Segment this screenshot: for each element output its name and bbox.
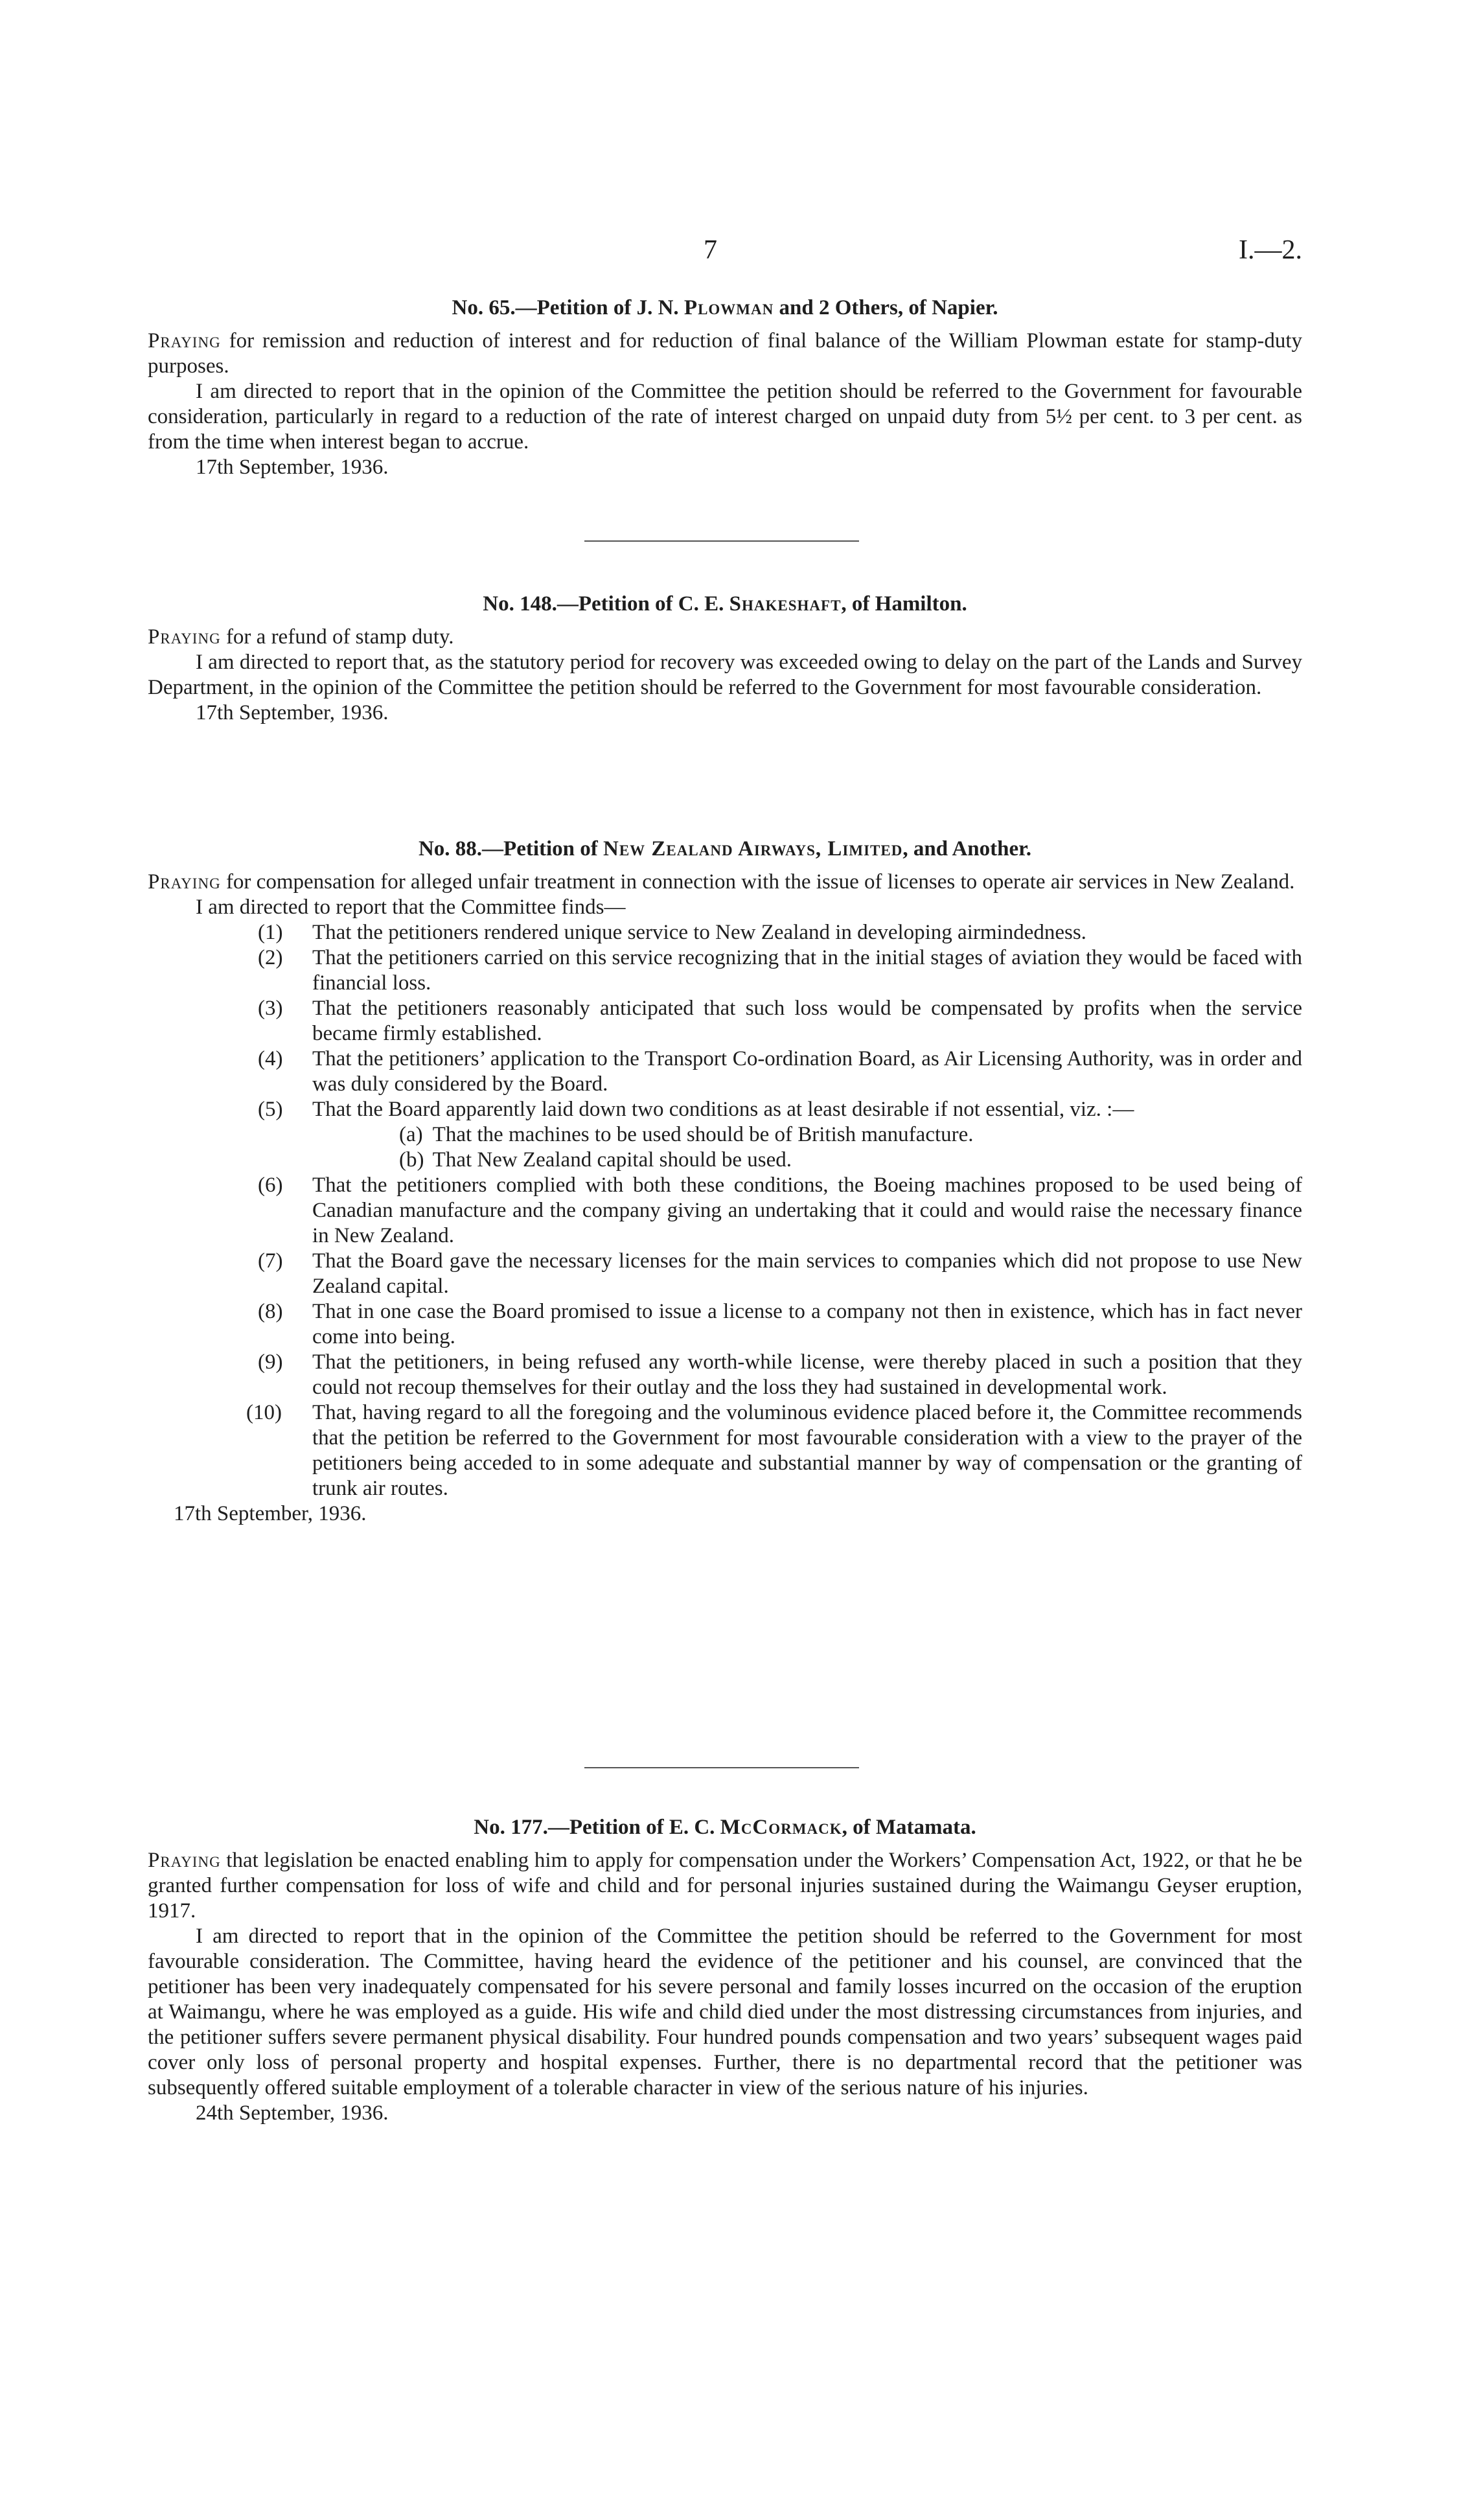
- petition-heading: [148, 1814, 1302, 1840]
- report-paragraph: I am directed to report that in the opinion of the Committee the petition should be referred to the Government for most favourable consideration. The Committee, having heard the evidence of the petitioner and his counsel, are convinced that the petitioner has been very inadequately compensated for his severe personal and family losses incurred on the occasion of the eruption at Waimangu, where he was employed as a guide. His wife and child died under the most distressing circumstances from injuries, and the petitioner suffers severe permanent physical disability. Four hundred pounds compensation and two years’ subsequent wages paid cover only loss of personal property and hospital expenses. Further, there is no departmental record that the petitioner was subsequently offered suitable employment of a tolerable character in view of the serious nature of his injuries.: [148, 1925, 1302, 2099]
- finding-item: [148, 920, 1302, 945]
- report-date: 24th September, 1936.: [196, 2101, 389, 2125]
- finding-item: [148, 1350, 1302, 1400]
- finding-number: (9): [258, 1350, 283, 1374]
- section-divider: [584, 540, 859, 542]
- finding-text: That the petitioners’ application to the Transport Co-ordination Board, as Air Licensing Authority, was in order and was duly considered by the Board.: [312, 1047, 1302, 1096]
- condition-text: That the machines to be used should be of British manufacture.: [432, 1123, 974, 1146]
- paper-code: I.—2.: [1239, 235, 1302, 265]
- report-paragraph: I am directed to report that in the opinion of the Committee the petition should be referred to the Government for favourable consideration, particularly in regard to a reduction of the rate of interest charged on unpaid duty from 5½ per cent. to 3 per cent. as from the time when interest began to accrue.: [148, 380, 1302, 454]
- petition-heading: [148, 295, 1302, 321]
- petitioner-name: Plowman: [683, 296, 774, 319]
- page-number: 7: [704, 235, 717, 265]
- findings-list: [148, 920, 1302, 1122]
- findings-list-continued: [148, 1173, 1302, 1501]
- praying-paragraph: [148, 329, 1302, 379]
- petitioner-name: McCormack: [720, 1816, 842, 1839]
- praying-paragraph: [148, 1848, 1302, 1924]
- finding-text: That the Board apparently laid down two conditions as at least desirable if not essential, viz. :—: [312, 1098, 1134, 1121]
- finding-item: [148, 1046, 1302, 1097]
- petition-148: [148, 591, 1302, 726]
- section-divider: [584, 1767, 859, 1768]
- praying-text: that legislation be enacted enabling him to apply for compensation under the Workers’ Compensation Act, 1922, or that he be granted further compensation for loss of wife and child and for personal injuries sustained during the Waimangu Geyser eruption, 1917.: [148, 1849, 1302, 1923]
- report-date: 17th September, 1936.: [174, 1502, 367, 1525]
- heading-prefix: No. 177.—Petition of E. C.: [474, 1816, 715, 1839]
- condition-item: [148, 1148, 1302, 1173]
- praying-text: for a refund of stamp duty.: [225, 625, 454, 649]
- praying-text: for remission and reduction of interest and for reduction of final balance of the William Plowman estate for stamp-duty purposes.: [148, 329, 1303, 378]
- finding-number: (2): [258, 946, 283, 969]
- report-date: 17th September, 1936.: [196, 701, 389, 724]
- praying-word: Praying: [148, 625, 221, 649]
- petition-177: [148, 1814, 1302, 2126]
- finding-item: [148, 1400, 1302, 1501]
- report-paragraph: I am directed to report that the Committee finds—: [196, 896, 626, 919]
- condition-text: That New Zealand capital should be used.: [432, 1148, 792, 1172]
- finding-item: [148, 945, 1302, 996]
- finding-text: That the petitioners complied with both these conditions, the Boeing machines proposed to be used being of Canadian manufacture and the company giving an undertaking that it could and would raise the necessary finance in New Zealand.: [312, 1173, 1302, 1247]
- finding-text: That the petitioners, in being refused any worth-while license, were thereby placed in such a position that they could not recoup themselves for their outlay and the loss they had sustained in developmental work.: [312, 1350, 1302, 1399]
- praying-word: Praying: [148, 1849, 221, 1872]
- praying-text: for compensation for alleged unfair treatment in connection with the issue of licenses to operate air services in New Zealand.: [225, 870, 1295, 894]
- finding-text: That, having regard to all the foregoing and the voluminous evidence placed before it, the Committee recommends that the petition be referred to the Government for most favourable consideration with a view to the prayer of the petitioners being acceded to in some adequate and substantial manner by way of compensation or the granting of trunk air routes.: [312, 1401, 1302, 1500]
- finding-item: [148, 1173, 1302, 1249]
- praying-paragraph: [148, 870, 1302, 895]
- condition-number: (b): [399, 1148, 424, 1172]
- finding-number: (6): [258, 1173, 283, 1197]
- finding-text: That in one case the Board promised to issue a license to a company not then in existence, which has in fact never come into being.: [312, 1300, 1302, 1348]
- finding-number: (5): [258, 1098, 283, 1121]
- condition-number: (a): [399, 1123, 423, 1146]
- finding-item: [148, 1097, 1302, 1122]
- petition-heading: [148, 836, 1302, 862]
- finding-number: (10): [246, 1401, 282, 1424]
- finding-number: (3): [258, 997, 283, 1020]
- finding-number: (4): [258, 1047, 283, 1070]
- finding-item: [148, 996, 1302, 1046]
- finding-item: [148, 1299, 1302, 1350]
- report-date: 17th September, 1936.: [196, 456, 389, 479]
- heading-suffix: , and Another.: [902, 837, 1032, 861]
- petition-88: [148, 836, 1302, 1527]
- finding-text: That the petitioners rendered unique service to New Zealand in developing airmindedness.: [312, 921, 1086, 944]
- petition-heading: [148, 591, 1302, 617]
- finding-item: [148, 1249, 1302, 1299]
- finding-text: That the petitioners carried on this service recognizing that in the initial stages of aviation they would be faced with financial loss.: [312, 946, 1302, 995]
- petition-65: [148, 295, 1302, 480]
- praying-word: Praying: [148, 329, 221, 353]
- praying-paragraph: [148, 625, 1302, 650]
- finding-number: (8): [258, 1300, 283, 1323]
- heading-prefix: No. 148.—Petition of C. E.: [483, 592, 724, 616]
- heading-prefix: No. 65.—Petition of J. N.: [452, 296, 679, 319]
- heading-suffix: , of Matamata.: [842, 1816, 976, 1839]
- heading-prefix: No. 88.—Petition of: [418, 837, 598, 861]
- finding-text: That the Board gave the necessary licenses for the main services to companies which did not propose to use New Zealand capital.: [312, 1249, 1302, 1298]
- petitioner-name: New Zealand Airways, Limited: [603, 837, 903, 861]
- heading-suffix: and 2 Others, of Napier.: [779, 296, 998, 319]
- finding-number: (1): [258, 921, 283, 944]
- heading-suffix: , of Hamilton.: [841, 592, 967, 616]
- page-header: [148, 235, 1302, 273]
- finding-text: That the petitioners reasonably anticipated that such loss would be compensated by profits when the service became firmly established.: [312, 997, 1302, 1045]
- petitioner-name: Shakeshaft: [729, 592, 842, 616]
- finding-number: (7): [258, 1249, 283, 1273]
- condition-item: [148, 1122, 1302, 1148]
- report-paragraph: I am directed to report that, as the statutory period for recovery was exceeded owing to delay on the part of the Lands and Survey Department, in the opinion of the Committee the petition should be referred to the Government for most favourable consideration.: [148, 651, 1302, 699]
- praying-word: Praying: [148, 870, 221, 894]
